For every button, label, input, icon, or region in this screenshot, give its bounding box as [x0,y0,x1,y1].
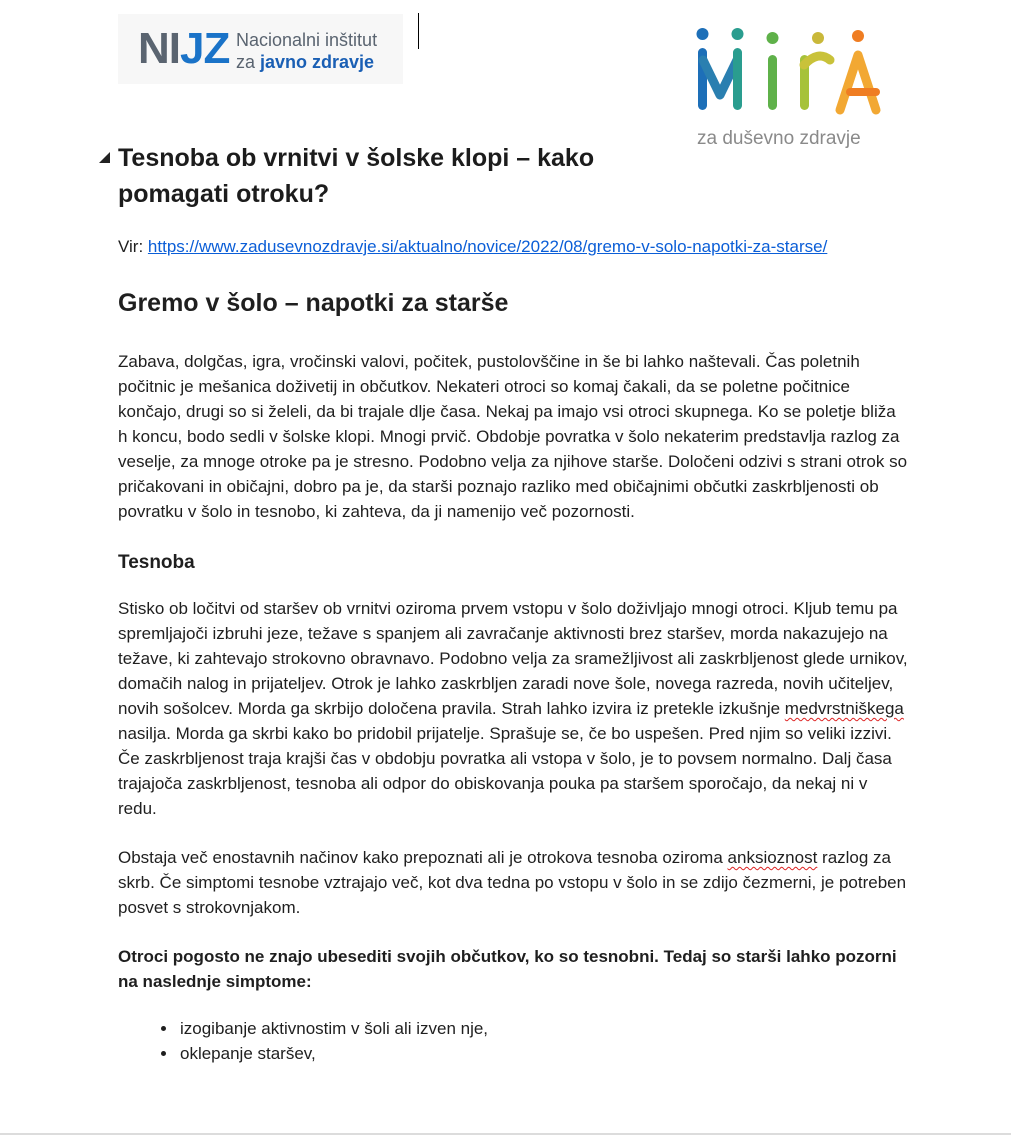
document-body [118,140,908,1066]
nijz-logo-line2 [236,51,377,73]
symptoms-intro: Otroci pogosto ne znajo ubesediti svojih občutkov, ko so tesnobni. Tedaj so starši lahko pozorni na naslednje simptome: [118,947,897,991]
intro-paragraph: Zabava, dolgčas, igra, vročinski valovi, počitek, pustolovščine in še bi lahko naštevali. Čas poletnih počitnic je mešanica doživetij in občutkov. Nekateri otroci so komaj čakali, da se poletne počitnice končajo, drugi so si želeli, da bi trajale dlje časa. Nekaj pa imajo vsi otroci skupnega. Ko se poletje bliža h koncu, bodo sedli v šolske klopi. Mnogi prvič. Obdobje povratka v šolo nekaterim predstavlja razlog za veselje, za mnoge otroke pa je stresno. Podobno velja za njihove starše. Določeni odzivi s strani otrok so pričakovani in običajni, dobro pa je, da starši poznajo razliko med običajnimi občutki zaskrbljenosti ob povratku v šolo in tesnobo, ki zahteva, da ji namenijo več pozornosti. [118,352,908,521]
spellcheck-word[interactable]: anksioznost [727,848,818,867]
nijz-line2-prefix: za [236,52,261,72]
recognition-paragraph-part2: razlog za skrb. Če simptomi tesnobe vztrajajo več, kot dva tedna po vstopu v šolo in se zdijo čezmerni, je potreben posvet s strokovnjakom. [118,848,907,917]
source-link[interactable]: https://www.zadusevnozdravje.si/aktualno/novice/2022/08/gremo-v-solo-napotki-za-starse/ [147,237,828,256]
anxiety-paragraph-part2: nasilja. Morda ga skrbi kako bo pridobil prijatelje. Sprašuje se, če bo uspešen. Pred njim so veliki izzivi. Če zaskrbljenost traja krajši čas v obdobju povratka ali vstopa v šolo, je to povsem normalno. Dalj časa trajajoča zaskrbljenost, tesnoba ali odpor do obiskovanja pouka pa staršem sporočajo, da nekaj ni v redu. [118,724,892,818]
mira-logo [690,20,890,155]
nijz-mark-ni: NI [138,24,180,73]
nijz-logo-line1: Nacionalni inštitut [236,30,378,50]
spellcheck-word[interactable]: medvrstniškega [784,699,904,718]
document-title-text: Tesnoba ob vrnitvi v šolske klopi – kako pomagati otroku? [118,144,595,208]
recognition-paragraph [118,845,908,920]
mira-tagline: za duševno zdravje [697,128,861,149]
mira-logo-mark [690,20,890,125]
recognition-paragraph-part1: Obstaja več enostavnih načinov kako prepoznati ali je otrokova tesnoba oziroma [118,848,728,867]
source-line [118,234,908,259]
text-cursor [418,13,419,49]
document-title [118,140,638,212]
nijz-logo-text [236,29,377,73]
page-bottom-divider [0,1133,1011,1135]
subsection-heading: Tesnoba [118,552,195,573]
nijz-line2-bold: javno zdravje [260,52,375,72]
source-label: Vir: [118,237,148,256]
section-heading: Gremo v šolo – napotki za starše [118,289,509,317]
list-item: • oklepanje staršev, [178,1041,908,1066]
collapse-triangle-icon[interactable] [99,152,110,163]
list-item: • izogibanje aktivnostim v šoli ali izven nje, [178,1016,908,1041]
anxiety-paragraph-part1: Stisko ob ločitvi od staršev ob vrnitvi oziroma prvem vstopu v šolo doživljajo mnogi otroci. Kljub temu pa spremljajoči izbruhi jeze, težave s spanjem ali zavračanje aktivnosti brez staršev, morda nakazujejo na težave, ki zahtevajo strokovno obravnavo. Podobno velja za sramežljivost ali zaskrbljenost glede urnikov, domačih nalog in prijateljev. Otrok je lahko zaskrbljen zaradi nove šole, novega razreda, novih učiteljev, novih sošolcev. Morda ga skrbijo določena pravila. Strah lahko izvira iz pretekle izkušnje [118,599,908,718]
anxiety-paragraph [118,596,908,821]
nijz-logo-mark [138,24,229,74]
page-header [0,0,1011,150]
symptoms-list [118,1016,908,1066]
nijz-logo [118,14,403,84]
nijz-mark-jz: JZ [180,24,230,73]
